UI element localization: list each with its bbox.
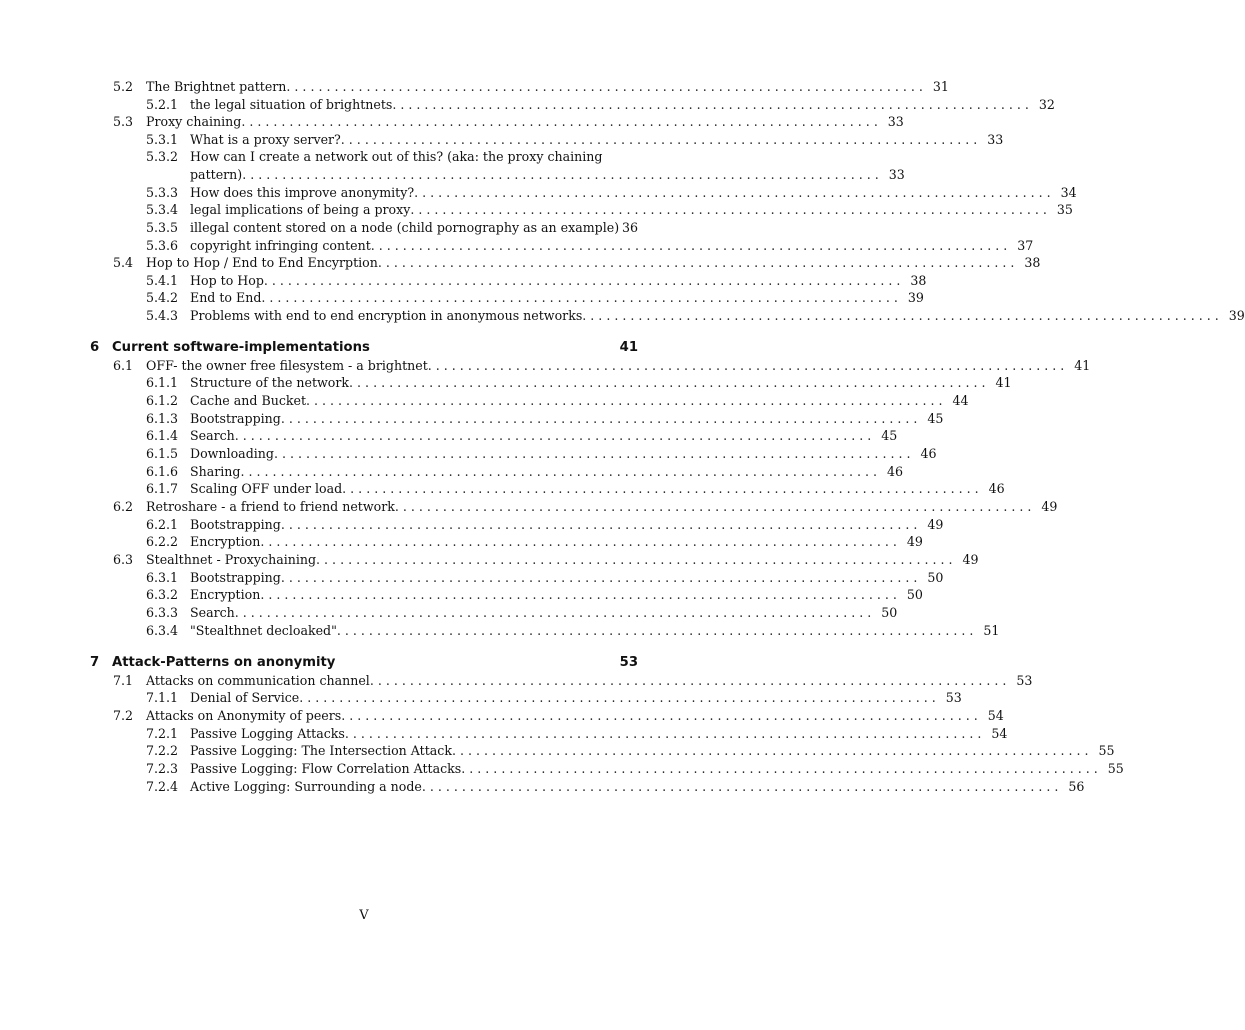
toc-page-number: 39 [907, 290, 924, 305]
toc-page-number: 35 [1056, 202, 1073, 217]
toc-leader-dots: . . . . . . . . . . . . . . . . . . . . . . . . . . . . . . . . . . . . . . . . . . . . . . . . . . . . . . . . . . . . . . . . . . . . . . . . . . . . . . . . [370, 238, 1008, 253]
toc-entry-title: How can I create a network out of this? (aka: the proxy chaining [190, 149, 603, 164]
toc-entry-number: 6.1.2 [146, 393, 179, 408]
toc-subsection-entry[interactable] [146, 201, 1073, 219]
toc-leader-dots: . . . . . . . . . . . . . . . . . . . . . . . . . . . . . . . . . . . . . . . . . . . . . . . . . . . . . . . . . . . . . . . . . . . . . . . . . . . . . . . . [344, 726, 982, 741]
toc-entry-title: Active Logging: Surrounding a node [190, 779, 422, 794]
toc-entry-title: Bootstrapping [190, 411, 281, 426]
toc-leader-dots: . . . . . . . . . . . . . . . . . . . . . . . . . . . . . . . . . . . . . . . . . . . . . . . . . . . . . . . . . . . . . . . . . . . . . . . . . . . . . . . . [461, 761, 1098, 776]
toc-entry-title: Bootstrapping [190, 570, 281, 585]
toc-subsection-entry[interactable] [146, 289, 924, 307]
toc-page-number: 49 [927, 517, 944, 532]
toc-entry-title: Current software-implementations [112, 340, 370, 355]
toc-subsection-entry[interactable] [146, 533, 923, 551]
toc-entry-title: Hop to Hop / End to End Encyrption [146, 255, 378, 270]
toc-entry-title: OFF- the owner free filesystem - a brightnet [146, 358, 428, 373]
toc-subsection-entry[interactable] [146, 569, 944, 587]
toc-section-entry[interactable] [113, 254, 1041, 272]
toc-leader-dots: . . . . . . . . . . . . . . . . . . . . . . . . . . . . . . . . . . . . . . . . . . . . . . . . . . . . . . . . . . . . . . . . . . . . . . . . . . . . . . . . [260, 534, 897, 549]
toc-page-number: 45 [927, 411, 944, 426]
toc-leader-dots: . . . . . . . . . . . . . . . . . . . . . . . . . . . . . . . . . . . . . . . . . . . . . . . . . . . . . . . . . . . . . . . . . . . . . . . . . . . . . . . . [280, 570, 918, 585]
toc-subsection-entry[interactable] [146, 237, 1034, 255]
toc-entry-number: 6.1.6 [146, 464, 179, 479]
toc-leader-dots: . . . . . . . . . . . . . . . . . . . . . . . . . . . . . . . . . . . . . . . . . . . . . . . . . . . . . . . . . . . . . . . . . . . . . . . . . . . . . . . . [286, 79, 923, 94]
toc-entry-number: 6.3.2 [146, 587, 179, 602]
toc-entry-title: Problems with end to end encryption in anonymous networks [190, 308, 583, 323]
toc-leader-dots: . . . . . . . . . . . . . . . . . . . . . . . . . . . . . . . . . . . . . . . . . . . . . . . . . . . . . . . . . . . . . . . . . . . . . . . . . . . . . . . . [582, 308, 1219, 323]
toc-subsection-entry[interactable] [146, 392, 969, 410]
toc-page-number: 36 [621, 220, 638, 235]
toc-page-number: 32 [1038, 97, 1055, 112]
toc-entry-number: 7.2.1 [146, 726, 179, 741]
toc-subsection-entry[interactable] [146, 586, 923, 604]
toc-entry-number: 7.1 [113, 673, 134, 688]
toc-section-entry[interactable] [113, 357, 1091, 375]
toc-subsection-entry[interactable] [146, 410, 944, 428]
toc-entry-number: 5.3.6 [146, 238, 179, 253]
toc-page-number: 50 [927, 570, 944, 585]
toc-entry-title: The Brightnet pattern [146, 79, 287, 94]
toc-page-number: 50 [881, 605, 898, 620]
toc-entry-number: 6.2.1 [146, 517, 179, 532]
toc-leader-dots: . . . . . . . . . . . . . . . . . . . . . . . . . . . . . . . . . . . . . . . . . . . . . . . . . . . . . . . . . . . . . . . . . . . . . . . . . . . . . . . . [427, 358, 1065, 373]
toc-subsection-entry[interactable] [146, 480, 1005, 498]
toc-entry-number: 5.4.1 [146, 273, 179, 288]
toc-subsection-entry[interactable] [146, 148, 638, 166]
toc-leader-dots: . . . . . . . . . . . . . . . . . . . . . . . . . . . . . . . . . . . . . . . . . . . . . . . . . . . . . . . . . . . . . . . . . . . . . . . . . . . . . . . . [414, 185, 1051, 200]
toc-subsection-entry[interactable] [146, 778, 1085, 796]
toc-leader-dots: . . . . . . . . . . . . . . . . . . . . . . . . . . . . . . . . . . . . . . . . . . . . . . . . . . . . . . . . . . . . . . . . . . . . . . . . . . . . . . . . [394, 499, 1032, 514]
toc-entry-number: 6.1 [113, 358, 134, 373]
toc-subsection-entry[interactable] [146, 725, 1008, 743]
toc-leader-dots: . . . . . . . . . . . . . . . . . . . . . . . . . . . . . . . . . . . . . . . . . . . . . . . . . . . . . . . . . . . . . . . . . . . . . . . . . . . . . . . . [260, 587, 897, 602]
toc-subsection-entry[interactable] [146, 131, 1004, 149]
toc-subsection-entry[interactable] [146, 272, 927, 290]
toc-entry-title: Cache and Bucket [190, 393, 307, 408]
toc-entry-number: 5.4.3 [146, 308, 179, 323]
toc-page-number: 41 [995, 375, 1012, 390]
toc-subsection-entry[interactable] [146, 374, 1012, 392]
toc-subsection-entry[interactable] [190, 166, 905, 184]
toc-entry-number: 6.2 [113, 499, 134, 514]
toc-subsection-entry[interactable] [146, 463, 903, 481]
toc-entry-number: 7.1.1 [146, 690, 179, 705]
toc-leader-dots: . . . . . . . . . . . . . . . . . . . . . . . . . . . . . . . . . . . . . . . . . . . . . . . . . . . . . . . . . . . . . . . . . . . . . . . . . . . . . . . . [377, 255, 1015, 270]
toc-entry-number: 7.2.3 [146, 761, 179, 776]
toc-page-number: 56 [1068, 779, 1085, 794]
toc-entry-number: 7 [90, 655, 100, 670]
toc-leader-dots: . . . . . . . . . . . . . . . . . . . . . . . . . . . . . . . . . . . . . . . . . . . . . . . . . . . . . . . . . . . . . . . . . . . . . . . . . . . . . . . . [263, 273, 901, 288]
toc-entry-title: Encryption [190, 587, 261, 602]
toc-page-number: 55 [1098, 743, 1115, 758]
toc-leader-dots: . . . . . . . . . . . . . . . . . . . . . . . . . . . . . . . . . . . . . . . . . . . . . . . . . . . . . . . . . . . . . . . . . . . . . . . . . . . . . . . . [234, 428, 872, 443]
toc-leader-dots: . . . . . . . . . . . . . . . . . . . . . . . . . . . . . . . . . . . . . . . . . . . . . . . . . . . . . . . . . . . . . . . . . . . . . . . . . . . . . . . . [234, 605, 872, 620]
toc-entry-title: Search [190, 605, 235, 620]
toc-entry-number: 6.3.3 [146, 605, 179, 620]
toc-page-number: 44 [952, 393, 969, 408]
toc-leader-dots: . . . . . . . . . . . . . . . . . . . . . . . . . . . . . . . . . . . . . . . . . . . . . . . . . . . . . . . . . . . . . . . . . . . . . . . . . . . . . . . . [421, 779, 1059, 794]
toc-page-number: 33 [887, 114, 904, 129]
toc-leader-dots: . . . . . . . . . . . . . . . . . . . . . . . . . . . . . . . . . . . . . . . . . . . . . . . . . . . . . . . . . . . . . . . . . . . . . . . . . . . . . . . . [306, 393, 943, 408]
toc-subsection-entry[interactable] [146, 445, 937, 463]
toc-entry-title: How does this improve anonymity? [190, 185, 415, 200]
toc-entry-number: 6.1.5 [146, 446, 179, 461]
toc-page-number: 45 [881, 428, 898, 443]
toc-entry-number: 6.3.4 [146, 623, 179, 638]
toc-entry-title: Hop to Hop [190, 273, 264, 288]
toc-leader-dots: . . . . . . . . . . . . . . . . . . . . . . . . . . . . . . . . . . . . . . . . . . . . . . . . . . . . . . . . . . . . . . . . . . . . . . . . . . . . . . . . [369, 673, 1007, 688]
toc-subsection-entry[interactable] [146, 622, 1000, 640]
toc-page-number: 37 [1017, 238, 1034, 253]
toc-page-number: 46 [920, 446, 937, 461]
toc-subsection-entry[interactable] [146, 516, 944, 534]
toc-leader-dots: . . . . . . . . . . . . . . . . . . . . . . . . . . . . . . . . . . . . . . . . . . . . . . . . . . . . . . . . . . . . . . . . . . . . . . . . . . . . . . . . [341, 708, 978, 723]
toc-entry-number: 5.3.3 [146, 185, 179, 200]
toc-entry-title: Structure of the network [190, 375, 350, 390]
toc-entry-number: 5.2.1 [146, 97, 179, 112]
toc-page-number: 46 [988, 481, 1005, 496]
toc-entry-title: pattern) [190, 167, 243, 182]
toc-chapter-entry[interactable] [90, 339, 638, 357]
toc-leader-dots: . . . . . . . . . . . . . . . . . . . . . . . . . . . . . . . . . . . . . . . . . . . . . . . . . . . . . . . . . . . . . . . . . . . . . . . . . . . . . . . . [273, 446, 911, 461]
toc-section-entry[interactable] [113, 707, 1004, 725]
toc-subsection-entry[interactable] [146, 427, 898, 445]
toc-entry-number: 5.3.4 [146, 202, 179, 217]
toc-page-number: 51 [983, 623, 1000, 638]
toc-page-number: 54 [987, 708, 1004, 723]
toc-entry-title: Search [190, 428, 235, 443]
toc-leader-dots: . . . . . . . . . . . . . . . . . . . . . . . . . . . . . . . . . . . . . . . . . . . . . . . . . . . . . . . . . . . . . . . . . . . . . . . . . . . . . . . . [316, 552, 953, 567]
toc-entry-number: 5.3 [113, 114, 134, 129]
toc-subsection-entry[interactable] [146, 307, 1245, 325]
toc-chapter-entry[interactable] [90, 654, 638, 672]
toc-entry-number: 5.4 [113, 255, 134, 270]
toc-entry-title: Downloading [190, 446, 274, 461]
toc-entry-title: Bootstrapping [190, 517, 281, 532]
toc-entry-number: 7.2.2 [146, 743, 179, 758]
toc-page-number: 38 [910, 273, 927, 288]
toc-page-number: 55 [1107, 761, 1124, 776]
toc-entry-title: Proxy chaining [146, 114, 242, 129]
toc-section-entry[interactable] [113, 551, 979, 569]
toc-subsection-entry[interactable] [146, 604, 898, 622]
toc-page-number: 41 [619, 340, 638, 355]
toc-page-number: 54 [991, 726, 1008, 741]
toc-entry-title: Passive Logging Attacks [190, 726, 345, 741]
toc-leader-dots: . . . . . . . . . . . . . . . . . . . . . . . . . . . . . . . . . . . . . . . . . . . . . . . . . . . . . . . . . . . . . . . . . . . . . . . . . . . . . . . . [410, 202, 1047, 217]
toc-leader-dots: . . . . . . . . . . . . . . . . . . . . . . . . . . . . . . . . . . . . . . . . . . . . . . . . . . . . . . . . . . . . . . . . . . . . . . . . . . . . . . . . [280, 411, 918, 426]
toc-page-number: 38 [1024, 255, 1041, 270]
toc-leader-dots: . . . . . . . . . . . . . . . . . . . . . . . . . . . . . . . . . . . . . . . . . . . . . . . . . . . . . . . . . . . . . . . . . . . . . . . . . . . . . . . . [240, 464, 877, 479]
toc-leader-dots: . . . . . . . . . . . . . . . . . . . . . . . . . . . . . . . . . . . . . . . . . . . . . . . . . . . . . . . . . . . . . . . . . . . . . . . . . . . . . . . . [261, 290, 898, 305]
toc-leader-dots: . . . . . . . . . . . . . . . . . . . . . . . . . . . . . . . . . . . . . . . . . . . . . . . . . . . . . . . . . . . . . . . . . . . . . . . . . . . . . . . . [280, 517, 918, 532]
toc-page-number: 49 [906, 534, 923, 549]
toc-entry-number: 5.2 [113, 79, 134, 94]
toc-entry-title: Stealthnet - Proxychaining [146, 552, 317, 567]
toc-entry-number: 6.3 [113, 552, 134, 567]
toc-entry-number: 7.2.4 [146, 779, 179, 794]
toc-entry-title: Denial of Service [190, 690, 300, 705]
toc-entry-title: "Stealthnet decloaked" [190, 623, 337, 638]
toc-entry-title: Sharing [190, 464, 241, 479]
toc-page-number: 41 [1074, 358, 1091, 373]
toc-subsection-entry[interactable] [146, 742, 1115, 760]
toc-entry-title: Passive Logging: The Intersection Attack [190, 743, 452, 758]
toc-subsection-entry[interactable] [146, 689, 962, 707]
toc-page-number: 39 [1228, 308, 1245, 323]
toc-entry-title: illegal content stored on a node (child pornography as an example) [190, 220, 620, 235]
toc-leader-dots: . . . . . . . . . . . . . . . . . . . . . . . . . . . . . . . . . . . . . . . . . . . . . . . . . . . . . . . . . . . . . . . . . . . . . . . . . . . . . . . . [242, 167, 879, 182]
toc-entry-title: Attack-Patterns on anonymity [112, 655, 336, 670]
toc-entry-title: End to End [190, 290, 262, 305]
toc-entry-number: 6.1.3 [146, 411, 179, 426]
toc-entry-title: the legal situation of brightnets [190, 97, 393, 112]
toc-leader-dots: . . . . . . . . . . . . . . . . . . . . . . . . . . . . . . . . . . . . . . . . . . . . . . . . . . . . . . . . . . . . . . . . . . . . . . . . . . . . . . . . [342, 481, 979, 496]
toc-entry-number: 7.2 [113, 708, 134, 723]
toc-entry-title: Attacks on communication channel [146, 673, 370, 688]
toc-entry-number: 5.3.1 [146, 132, 179, 147]
toc-section-entry[interactable] [113, 498, 1058, 516]
toc-page-number: 31 [932, 79, 949, 94]
toc-entry-number: 6 [90, 340, 100, 355]
toc-page-number: 53 [945, 690, 962, 705]
toc-subsection-entry[interactable] [146, 184, 1077, 202]
toc-entry-number: 6.2.2 [146, 534, 179, 549]
toc-entry-title: Retroshare - a friend to friend network [146, 499, 395, 514]
toc-entry-title: legal implications of being a proxy [190, 202, 411, 217]
toc-section-entry[interactable] [113, 113, 904, 131]
toc-page-number: 33 [987, 132, 1004, 147]
toc-entry-number: 6.1.4 [146, 428, 179, 443]
toc-leader-dots: . . . . . . . . . . . . . . . . . . . . . . . . . . . . . . . . . . . . . . . . . . . . . . . . . . . . . . . . . . . . . . . . . . . . . . . . . . . . . . . . [241, 114, 878, 129]
toc-entry-title: Encryption [190, 534, 261, 549]
toc-leader-dots: . . . . . . . . . . . . . . . . . . . . . . . . . . . . . . . . . . . . . . . . . . . . . . . . . . . . . . . . . . . . . . . . . . . . . . . . . . . . . . . . [336, 623, 974, 638]
toc-entry-title: Attacks on Anonymity of peers [146, 708, 342, 723]
toc-page-number: 33 [888, 167, 905, 182]
toc-entry-number: 5.4.2 [146, 290, 179, 305]
toc-page-number: 46 [886, 464, 903, 479]
toc-page-number: 50 [906, 587, 923, 602]
toc-page-number: 53 [619, 655, 638, 670]
toc-entry-number: 5.3.2 [146, 149, 179, 164]
toc-page-number: 49 [1041, 499, 1058, 514]
toc-leader-dots: . . . . . . . . . . . . . . . . . . . . . . . . . . . . . . . . . . . . . . . . . . . . . . . . . . . . . . . . . . . . . . . . . . . . . . . . . . . . . . . . [299, 690, 936, 705]
toc-entry-title: copyright infringing content [190, 238, 371, 253]
toc-section-entry[interactable] [113, 672, 1033, 690]
toc-subsection-entry[interactable] [146, 760, 1124, 778]
toc-entry-title: Passive Logging: Flow Correlation Attacks [190, 761, 462, 776]
toc-leader-dots: . . . . . . . . . . . . . . . . . . . . . . . . . . . . . . . . . . . . . . . . . . . . . . . . . . . . . . . . . . . . . . . . . . . . . . . . . . . . . . . . [340, 132, 978, 147]
toc-entry-number: 6.1.1 [146, 375, 179, 390]
toc-page-number: 49 [962, 552, 979, 567]
toc-entry-title: Scaling OFF under load [190, 481, 343, 496]
toc-entry-number: 5.3.5 [146, 220, 179, 235]
toc-section-entry[interactable] [113, 78, 949, 96]
toc-leader-dots: . . . . . . . . . . . . . . . . . . . . . . . . . . . . . . . . . . . . . . . . . . . . . . . . . . . . . . . . . . . . . . . . . . . . . . . . . . . . . . . . [349, 375, 986, 390]
toc-leader-dots: . . . . . . . . . . . . . . . . . . . . . . . . . . . . . . . . . . . . . . . . . . . . . . . . . . . . . . . . . . . . . . . . . . . . . . . . . . . . . . . . [451, 743, 1089, 758]
toc-entry-number: 6.1.7 [146, 481, 179, 496]
page-number-footer: V [359, 908, 369, 923]
toc-subsection-entry[interactable] [146, 96, 1055, 114]
toc-leader-dots: . . . . . . . . . . . . . . . . . . . . . . . . . . . . . . . . . . . . . . . . . . . . . . . . . . . . . . . . . . . . . . . . . . . . . . . . . . . . . . . . [392, 97, 1029, 112]
toc-entry-number: 6.3.1 [146, 570, 179, 585]
toc-page-number: 34 [1060, 185, 1077, 200]
toc-entry-title: What is a proxy server? [190, 132, 341, 147]
toc-page-number: 53 [1016, 673, 1033, 688]
toc-subsection-entry[interactable] [146, 219, 638, 237]
